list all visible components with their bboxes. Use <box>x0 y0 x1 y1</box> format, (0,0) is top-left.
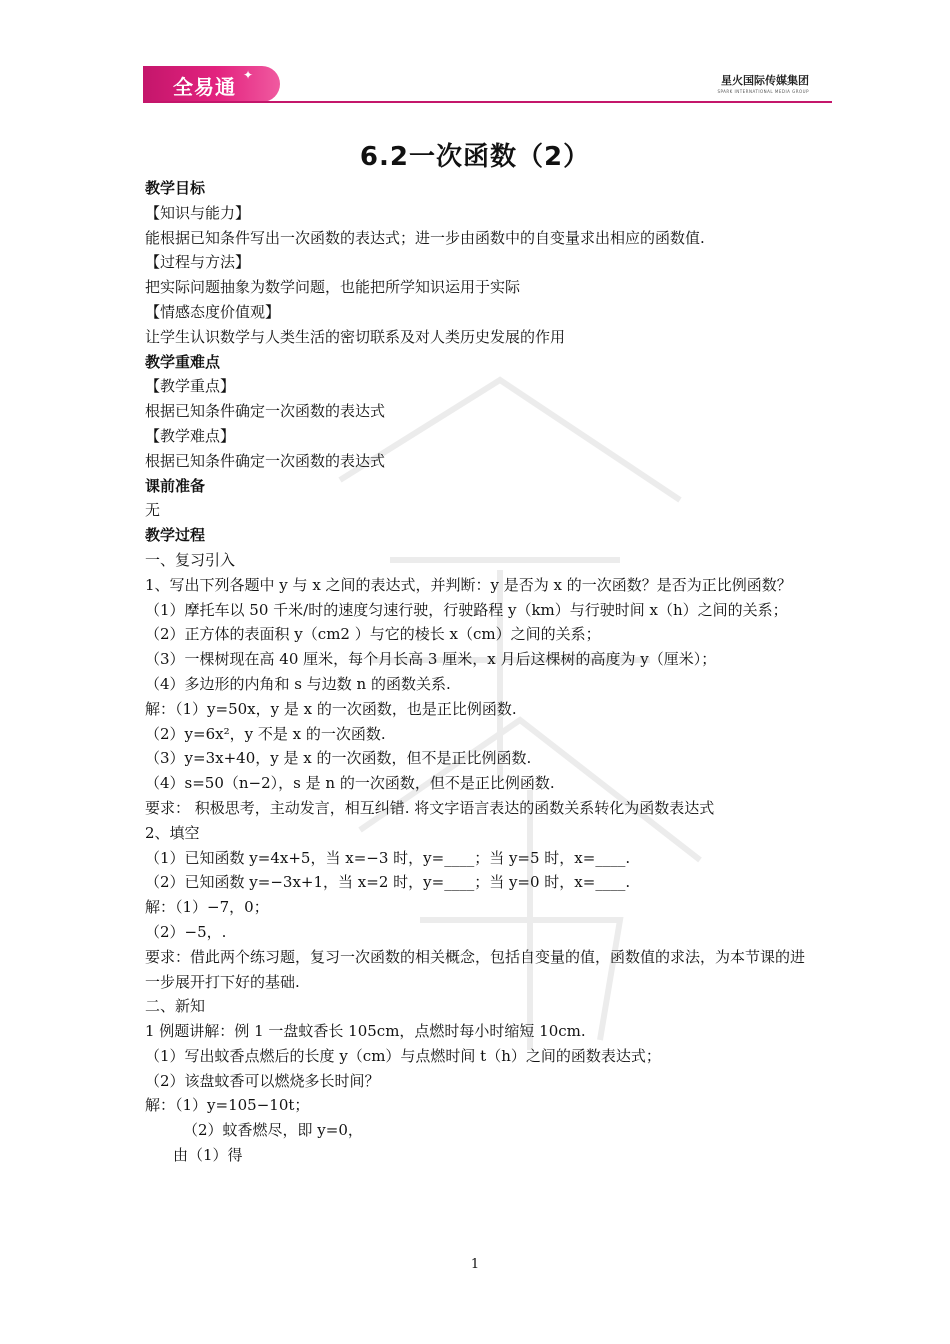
text-line: （2）该盘蚊香可以燃烧多长时间？ <box>145 1071 380 1090</box>
text-line: （2）正方体的表面积 y（cm2 ）与它的棱长 x（cm）之间的关系； <box>145 625 601 644</box>
text-line: 【情感态度价值观】 <box>145 302 281 321</box>
text-line: 能根据已知条件写出一次函数的表达式；进一步由函数中的自变量求出相应的函数值. <box>145 228 705 247</box>
text-line: 要求：借此两个练习题，复习一次函数的相关概念，包括自变量的值，函数值的求法，为本节课的进一步展开打下好的基础. <box>145 947 806 991</box>
text-line: 把实际问题抽象为数学问题，也能把所学知识运用于实际 <box>145 278 521 297</box>
header-divider <box>143 101 832 103</box>
text-line: 根据已知条件确定一次函数的表达式 <box>145 402 386 421</box>
section-heading: 教学目标 <box>145 179 206 197</box>
text-line: 2、填空 <box>145 823 200 842</box>
text-line: 解：（1）y=105−10t； <box>145 1096 310 1115</box>
text-line: （4）多边形的内角和 s 与边数 n 的函数关系. <box>145 674 451 693</box>
text-line: 解：（1）−7，0； <box>145 898 269 917</box>
text-line: 【过程与方法】 <box>145 253 251 272</box>
page-title: 6.2一次函数（2） <box>359 142 591 172</box>
page-number: 1 <box>470 1257 480 1272</box>
text-line: （1）写出蚊香点燃后的长度 y（cm）与点燃时间 t（h）之间的函数表达式； <box>145 1046 661 1065</box>
company-name-en: SPARK INTERNATIONAL MEDIA GROUP <box>717 89 809 94</box>
text-line: 【教学难点】 <box>145 426 236 445</box>
text-line: 无 <box>145 501 161 520</box>
section-heading: 课前准备 <box>145 476 206 495</box>
text-line: 二、新知 <box>145 997 206 1016</box>
text-line: （4）s=50（n−2），s 是 n 的一次函数，但不是正比例函数. <box>145 774 555 793</box>
text-line: 要求： 积极思考，主动发言，相互纠错. 将文字语言表达的函数关系转化为函数表达式 <box>145 798 715 817</box>
text-line: （1）摩托车以 50 千米/时的速度匀速行驶，行驶路程 y（km）与行驶时间 x（h）之间的关系； <box>145 600 788 619</box>
text-line: 由（1）得 <box>173 1146 243 1165</box>
text-line: （3）一棵树现在高 40 厘米，每个月长高 3 厘米，x 月后这棵树的高度为 y（厘米）； <box>145 650 717 669</box>
text-line: （3）y=3x+40，y 是 x 的一次函数，但不是正比例函数. <box>145 749 532 768</box>
text-line: （2）−5，. <box>145 922 227 941</box>
text-line: （2）蚊香燃尽，即 y=0， <box>183 1121 363 1140</box>
brand-logo <box>143 66 280 102</box>
text-line: 1、写出下列各题中 y 与 x 之间的表达式，并判断：y 是否为 x 的一次函数？是否为正比例函数？ <box>145 575 792 594</box>
text-line: （2）y=6x²，y 不是 x 的一次函数. <box>145 724 386 743</box>
section-heading: 教学重难点 <box>145 352 221 371</box>
text-line: （2）已知函数 y=−3x+1，当 x=2 时，y=____；当 y=0 时，x=____. <box>145 873 631 892</box>
text-line: 1 例题讲解：例 1 一盘蚊香长 105cm，点燃时每小时缩短 10cm. <box>145 1022 586 1041</box>
text-line: （1）已知函数 y=4x+5，当 x=−3 时，y=____；当 y=5 时，x=____. <box>145 848 631 867</box>
text-line: 根据已知条件确定一次函数的表达式 <box>145 451 386 470</box>
text-line: 解：（1）y=50x，y 是 x 的一次函数，也是正比例函数. <box>145 699 517 718</box>
section-heading: 教学过程 <box>145 526 206 545</box>
company-name: 星火国际传媒集团 <box>721 74 809 87</box>
text-line: 一、复习引入 <box>145 550 236 569</box>
text-line: 【知识与能力】 <box>145 203 251 222</box>
sparkle-icon: ✦ <box>243 68 255 82</box>
text-line: 【教学重点】 <box>145 377 236 396</box>
brand-logo-text: 全易通 <box>173 75 236 99</box>
document-body <box>145 176 810 1168</box>
text-line: 让学生认识数学与人类生活的密切联系及对人类历史发展的作用 <box>145 327 566 346</box>
